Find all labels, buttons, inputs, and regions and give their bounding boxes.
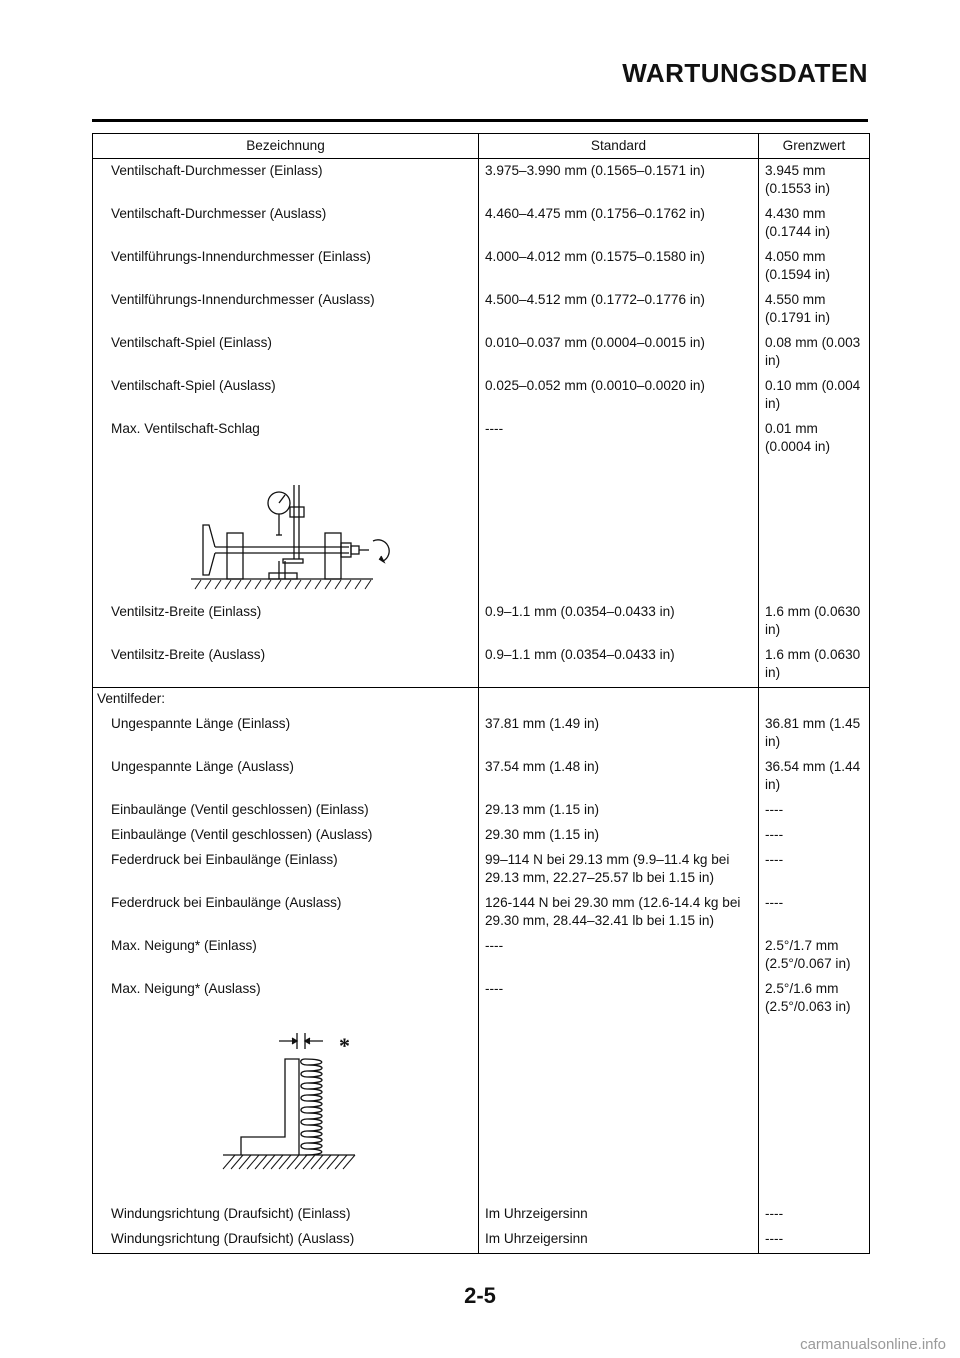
row-limit: 2.5°/1.7 mm (2.5°/0.067 in) bbox=[759, 935, 870, 978]
group-row bbox=[93, 688, 870, 714]
table-row bbox=[93, 713, 870, 756]
row-name: Federdruck bei Einbaulänge (Einlass) bbox=[93, 849, 479, 892]
ground-hatching bbox=[195, 580, 371, 589]
table-row bbox=[93, 159, 870, 204]
table-row bbox=[93, 332, 870, 375]
table-row bbox=[93, 799, 870, 824]
row-standard: ---- bbox=[479, 978, 759, 1021]
row-standard: 126-144 N bei 29.30 mm (12.6-14.4 kg bei 29.30 mm, 28.44–32.41 lb bei 1.15 in) bbox=[479, 892, 759, 935]
row-standard: 0.025–0.052 mm (0.0010–0.0020 in) bbox=[479, 375, 759, 418]
row-standard: Im Uhrzeigersinn bbox=[479, 1228, 759, 1254]
runout-figure-cell bbox=[93, 461, 479, 601]
square-block bbox=[241, 1059, 299, 1155]
page-number: 2-5 bbox=[464, 1283, 496, 1308]
row-name: Ventilsitz-Breite (Auslass) bbox=[93, 644, 479, 688]
row-limit: ---- bbox=[759, 892, 870, 935]
valve-spring bbox=[301, 1059, 322, 1155]
v-block-right bbox=[325, 533, 341, 579]
row-limit: 1.6 mm (0.0630 in) bbox=[759, 601, 870, 644]
table-row bbox=[93, 756, 870, 799]
row-standard: 4.000–4.012 mm (0.1575–0.1580 in) bbox=[479, 246, 759, 289]
table-row bbox=[93, 246, 870, 289]
row-limit: 0.10 mm (0.004 in) bbox=[759, 375, 870, 418]
watermark[interactable]: carmanualsonline.info bbox=[800, 1336, 946, 1353]
row-standard: ---- bbox=[479, 418, 759, 461]
row-standard: 4.460–4.475 mm (0.1756–0.1762 in) bbox=[479, 203, 759, 246]
row-standard: 37.54 mm (1.48 in) bbox=[479, 756, 759, 799]
col-header-name: Bezeichnung bbox=[93, 134, 479, 159]
row-limit: 4.550 mm (0.1791 in) bbox=[759, 289, 870, 332]
table-row bbox=[93, 824, 870, 849]
row-name: Federdruck bei Einbaulänge (Auslass) bbox=[93, 892, 479, 935]
row-standard: 99–114 N bei 29.13 mm (9.9–11.4 kg bei 29.13 mm, 22.27–25.57 lb bei 1.15 in) bbox=[479, 849, 759, 892]
row-standard: ---- bbox=[479, 935, 759, 978]
row-standard: 0.010–0.037 mm (0.0004–0.0015 in) bbox=[479, 332, 759, 375]
col-header-standard: Standard bbox=[479, 134, 759, 159]
row-name: Ventilführungs-Innendurchmesser (Einlass) bbox=[93, 246, 479, 289]
row-name: Einbaulänge (Ventil geschlossen) (Auslass) bbox=[93, 824, 479, 849]
table-row bbox=[93, 892, 870, 935]
row-name: Einbaulänge (Ventil geschlossen) (Einlass) bbox=[93, 799, 479, 824]
row-limit: ---- bbox=[759, 824, 870, 849]
row-name: Max. Neigung* (Auslass) bbox=[93, 978, 479, 1021]
row-limit: ---- bbox=[759, 799, 870, 824]
valve-runout-diagram bbox=[99, 463, 485, 591]
row-name: Ventilschaft-Durchmesser (Einlass) bbox=[93, 159, 479, 204]
row-standard: 0.9–1.1 mm (0.0354–0.0433 in) bbox=[479, 644, 759, 688]
col-header-limit: Grenzwert bbox=[759, 134, 870, 159]
row-name: Ventilschaft-Spiel (Auslass) bbox=[93, 375, 479, 418]
row-name: Ungespannte Länge (Einlass) bbox=[93, 713, 479, 756]
row-limit: 36.81 mm (1.45 in) bbox=[759, 713, 870, 756]
row-limit: 2.5°/1.6 mm (2.5°/0.063 in) bbox=[759, 978, 870, 1021]
v-block-left bbox=[227, 533, 243, 579]
figure-row bbox=[93, 461, 870, 601]
table-row bbox=[93, 203, 870, 246]
title-rule bbox=[92, 119, 868, 122]
row-limit: ---- bbox=[759, 1228, 870, 1254]
row-limit: 36.54 mm (1.44 in) bbox=[759, 756, 870, 799]
row-standard: 3.975–3.990 mm (0.1565–0.1571 in) bbox=[479, 159, 759, 204]
row-name: Ventilsitz-Breite (Einlass) bbox=[93, 601, 479, 644]
row-standard: 29.13 mm (1.15 in) bbox=[479, 799, 759, 824]
row-name: Windungsrichtung (Draufsicht) (Auslass) bbox=[93, 1228, 479, 1254]
row-standard: 0.9–1.1 mm (0.0354–0.0433 in) bbox=[479, 601, 759, 644]
tilt-figure-cell bbox=[93, 1021, 479, 1203]
group-label: Ventilfeder: bbox=[93, 688, 479, 714]
table-row bbox=[93, 849, 870, 892]
row-standard: 29.30 mm (1.15 in) bbox=[479, 824, 759, 849]
valve-head bbox=[203, 525, 215, 575]
table-row bbox=[93, 644, 870, 688]
row-standard: 37.81 mm (1.49 in) bbox=[479, 713, 759, 756]
row-name: Max. Neigung* (Einlass) bbox=[93, 935, 479, 978]
asterisk-label: * bbox=[339, 1033, 350, 1058]
table-row bbox=[93, 289, 870, 332]
table-row bbox=[93, 935, 870, 978]
row-limit: 4.050 mm (0.1594 in) bbox=[759, 246, 870, 289]
table-row bbox=[93, 978, 870, 1021]
row-name: Ventilschaft-Spiel (Einlass) bbox=[93, 332, 479, 375]
spring-tilt-diagram bbox=[99, 1023, 485, 1193]
spec-table bbox=[92, 133, 870, 1254]
table-row bbox=[93, 1228, 870, 1254]
row-standard: 4.500–4.512 mm (0.1772–0.1776 in) bbox=[479, 289, 759, 332]
row-standard: Im Uhrzeigersinn bbox=[479, 1203, 759, 1228]
row-name: Max. Ventilschaft-Schlag bbox=[93, 418, 479, 461]
table-row bbox=[93, 1203, 870, 1228]
row-limit: 1.6 mm (0.0630 in) bbox=[759, 644, 870, 688]
row-limit: 4.430 mm (0.1744 in) bbox=[759, 203, 870, 246]
row-limit: 0.01 mm (0.0004 in) bbox=[759, 418, 870, 461]
figure-row bbox=[93, 1021, 870, 1203]
table-row bbox=[93, 375, 870, 418]
table-header-row bbox=[93, 134, 870, 159]
row-name: Windungsrichtung (Draufsicht) (Einlass) bbox=[93, 1203, 479, 1228]
base-hatching bbox=[223, 1155, 355, 1169]
table-row bbox=[93, 601, 870, 644]
row-limit: 3.945 mm (0.1553 in) bbox=[759, 159, 870, 204]
row-limit: ---- bbox=[759, 849, 870, 892]
page-title: WARTUNGSDATEN bbox=[622, 58, 868, 88]
row-name: Ventilführungs-Innendurchmesser (Auslass) bbox=[93, 289, 479, 332]
row-limit: 0.08 mm (0.003 in) bbox=[759, 332, 870, 375]
row-name: Ungespannte Länge (Auslass) bbox=[93, 756, 479, 799]
row-name: Ventilschaft-Durchmesser (Auslass) bbox=[93, 203, 479, 246]
row-limit: ---- bbox=[759, 1203, 870, 1228]
table-row bbox=[93, 418, 870, 461]
